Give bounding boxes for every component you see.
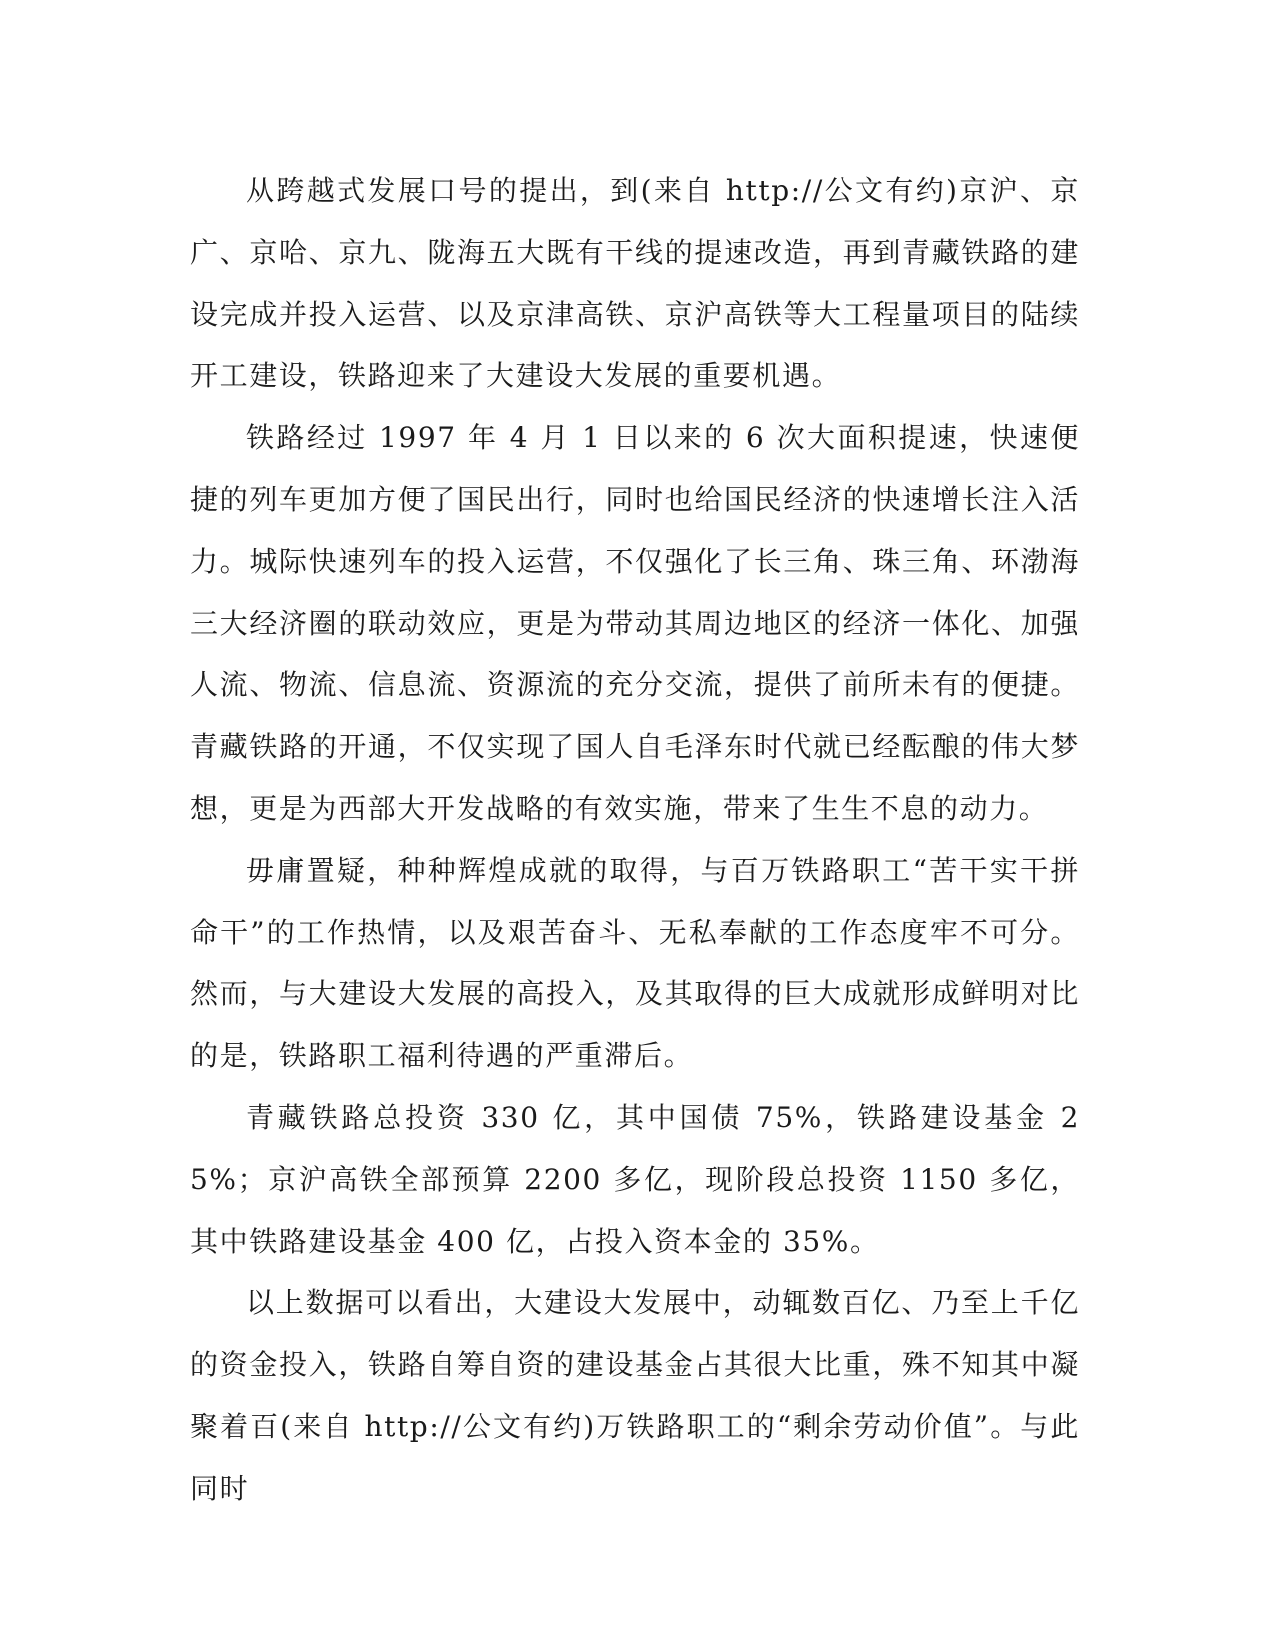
paragraph-1: 从跨越式发展口号的提出，到(来自 http://公文有约)京沪、京广、京哈、京九、陇海五大既有干线的提速改造，再到青藏铁路的建设完成并投入运营、以及京津高铁、京沪高铁等大工程量项目的陆续开工建设，铁路迎来了大建设大发展的重要机遇。 (190, 174, 1080, 393)
document-body (190, 160, 1080, 1520)
paragraph-5: 以上数据可以看出，大建设大发展中，动辄数百亿、乃至上千亿的资金投入，铁路自筹自资的建设基金占其很大比重，殊不知其中凝聚着百(来自 http://公文有约)万铁路职工的“剩余劳动价值”。与此同时 (190, 1286, 1080, 1505)
paragraph-4: 青藏铁路总投资 330 亿，其中国债 75%，铁路建设基金 25%；京沪高铁全部预算 2200 多亿，现阶段总投资 1150 多亿，其中铁路建设基金 400 亿，占投入资本金的 35%。 (190, 1100, 1080, 1258)
paragraph-3: 毋庸置疑，种种辉煌成就的取得，与百万铁路职工“苦干实干拼命干”的工作热情，以及艰苦奋斗、无私奉献的工作态度牢不可分。然而，与大建设大发展的高投入，及其取得的巨大成就形成鲜明对比的是，铁路职工福利待遇的严重滞后。 (190, 853, 1080, 1073)
paragraph-2: 铁路经过 1997 年 4 月 1 日以来的 6 次大面积提速，快速便捷的列车更加方便了国民出行，同时也给国民经济的快速增长注入活力。城际快速列车的投入运营，不仅强化了长三角、珠三角、环渤海三大经济圈的联动效应，更是为带动其周边地区的经济一体化、加强人流、物流、信息流、资源流的充分交流，提供了前所未有的便捷。青藏铁路的开通，不仅实现了国人自毛泽东时代就已经酝酿的伟大梦想，更是为西部大开发战略的有效实施，带来了生生不息的动力。 (190, 421, 1080, 825)
